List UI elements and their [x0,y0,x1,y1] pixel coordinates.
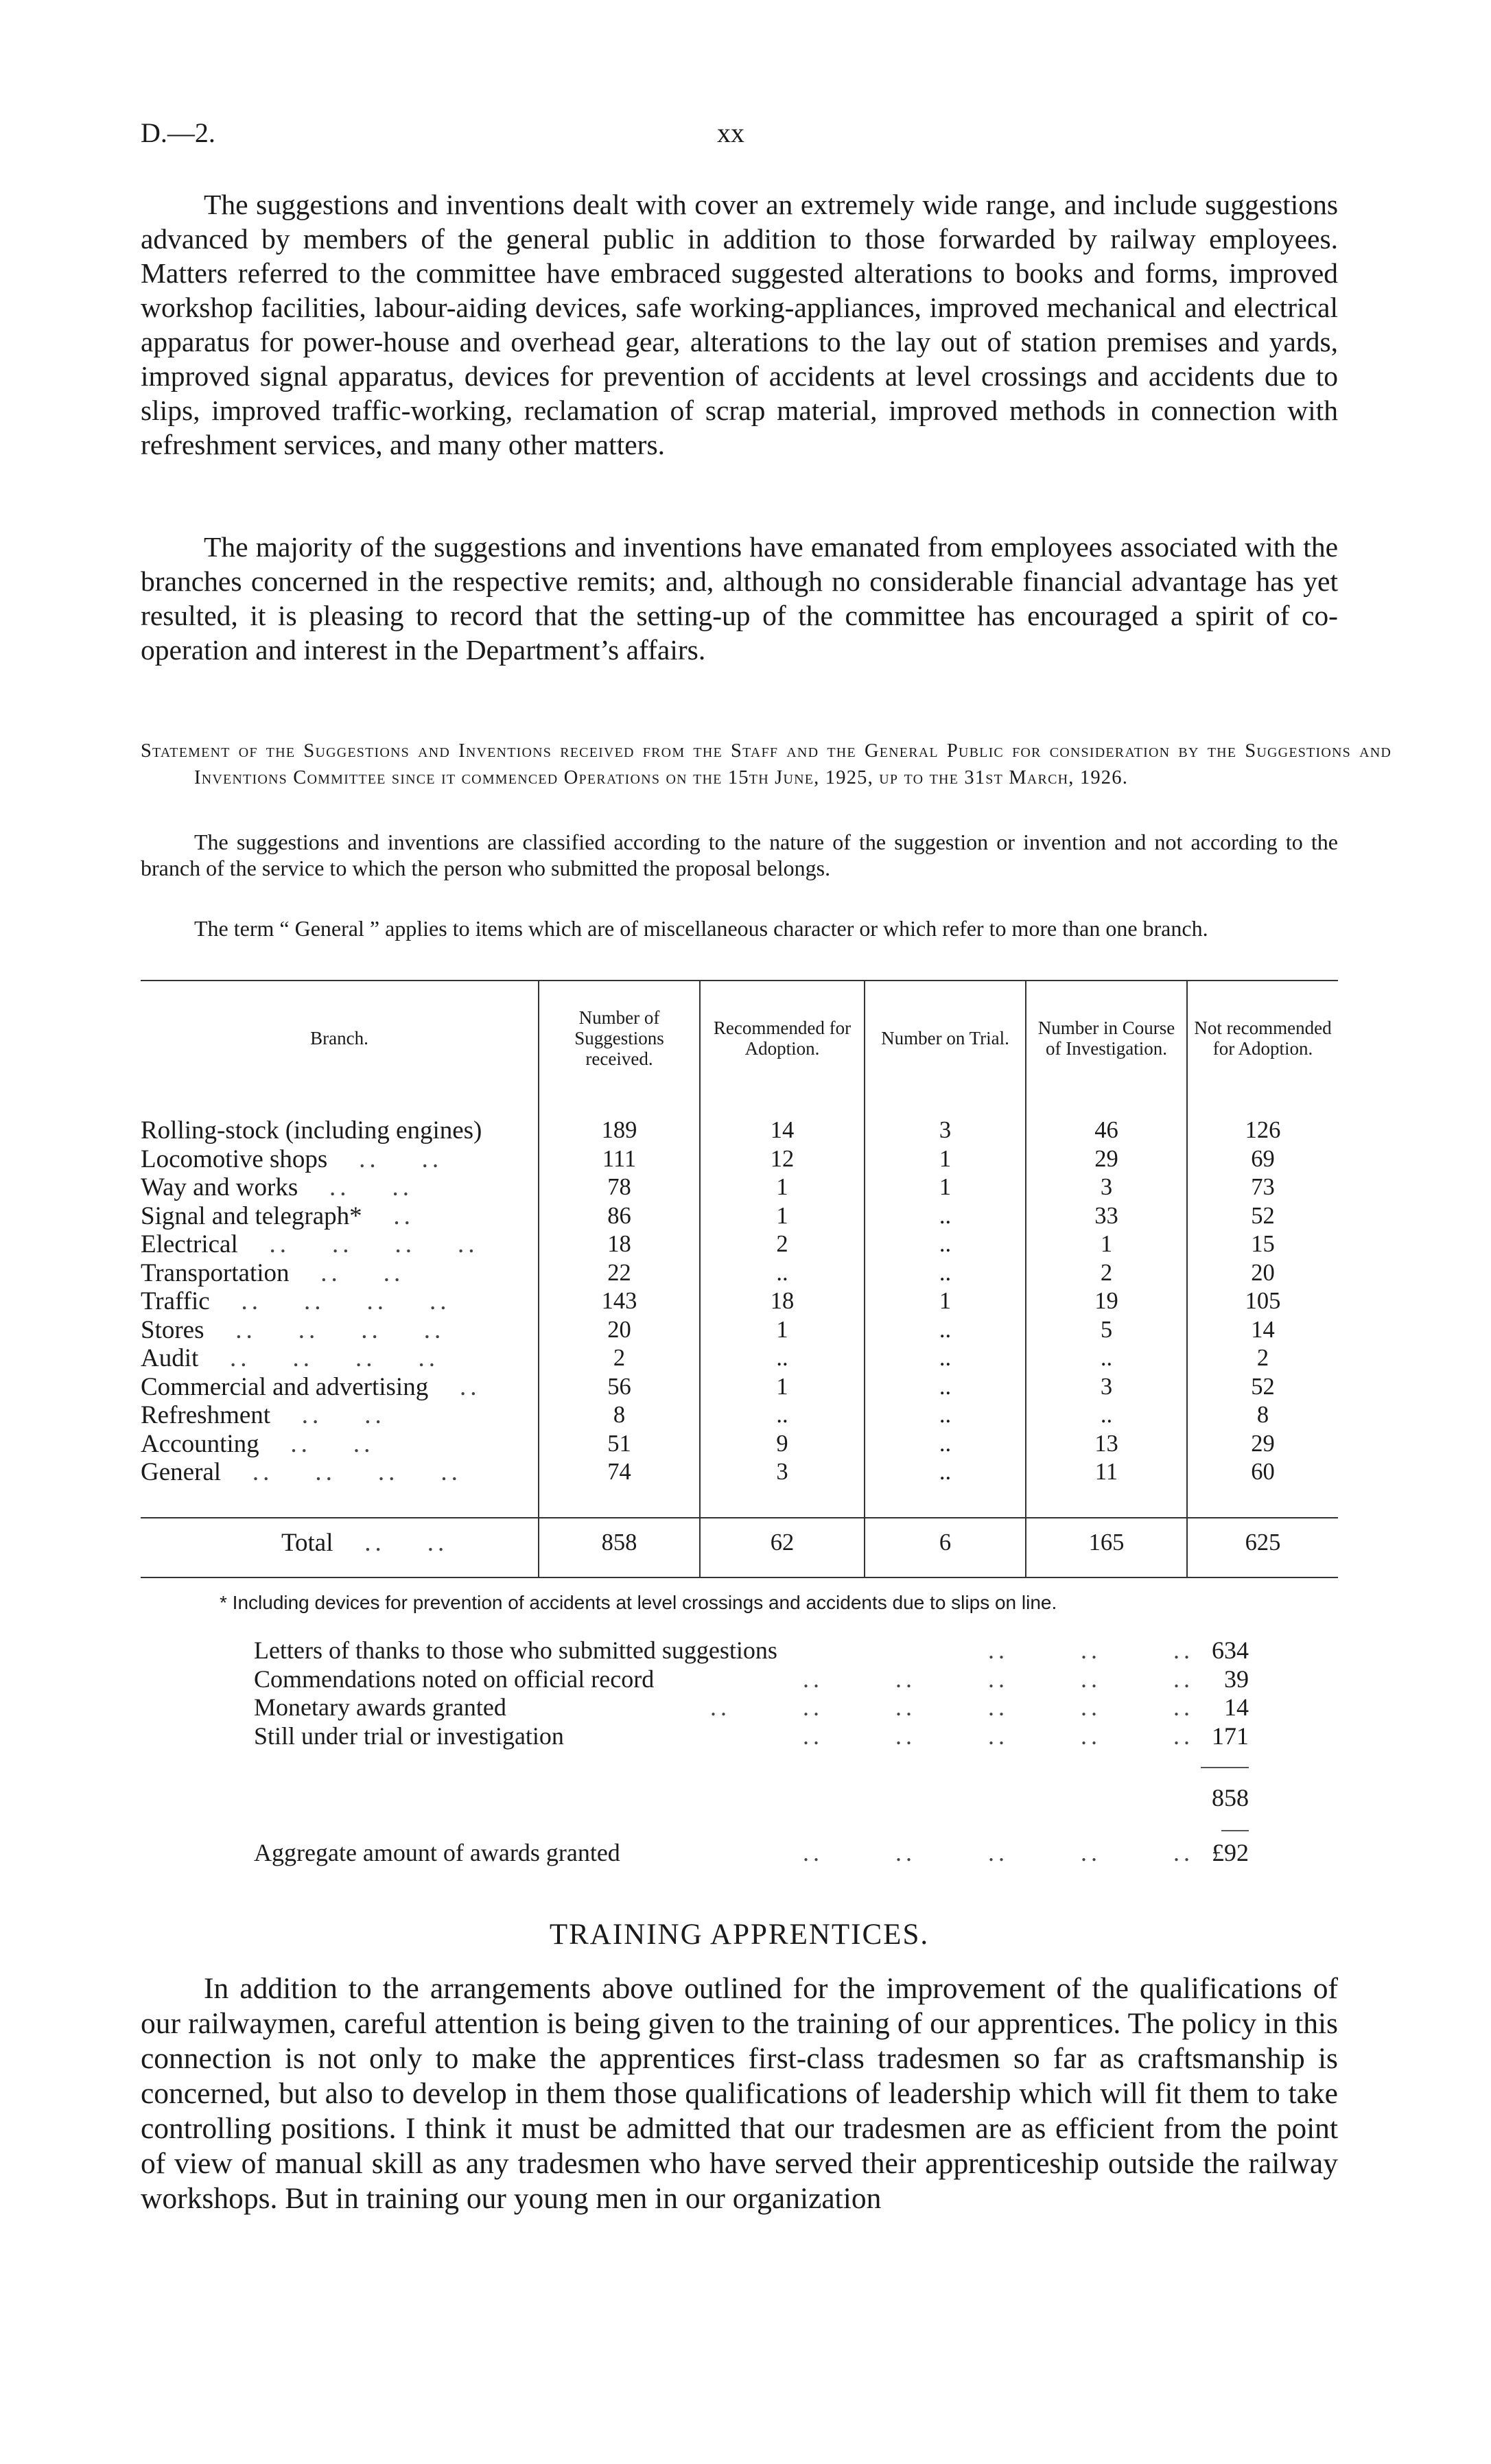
row-branch: Stores .. .. .. .. [141,1315,445,1344]
total-received: 858 [539,1518,700,1577]
table-footnote: * Including devices for prevention of accidents at level crossings and accidents due to slips on line. [220,1592,1057,1613]
row-branch: Commercial and advertising .. [141,1372,481,1401]
paragraph-suggestions-scope: The suggestions and inventions dealt with cover an extremely wide range, and include suggestions advanced by members of the general public in addition to those forwarded by railway employees. Matters referred to the committee have embraced suggested alterations to books and forms, improved workshop facilities, labour-aiding devices, safe working-appliances, improved mechanical and electrical apparatus for power-house and overhead gear, alterations to the lay out of station premises and yards, improved signal apparatus, devices for prevention of accidents at level crossings and accidents due to slips, improved traffic-working, reclamation of scrap material, improved methods in connection with refreshment services, and many other matters. [141,189,1338,460]
row-not-recommended: 14 [1187,1316,1338,1345]
award-label: Still under trial or investigation [254,1722,564,1750]
awards-total: 858 [1212,1784,1249,1811]
table-body [141,1116,1338,1518]
row-investigation: 3 [1026,1173,1187,1202]
row-not-recommended: 2 [1187,1344,1338,1373]
table-row [141,1145,1338,1174]
total-not-recommended: 625 [1187,1518,1338,1577]
row-not-recommended: 52 [1187,1202,1338,1231]
award-label: Monetary awards granted [254,1693,506,1721]
table-row [141,1287,1338,1316]
row-trial: .. [865,1344,1026,1373]
row-trial: .. [865,1430,1026,1459]
row-investigation: 19 [1026,1287,1187,1316]
awards-total-row [254,1784,1249,1813]
row-received: 56 [539,1373,700,1402]
suggestions-table [141,980,1338,1578]
row-not-recommended: 60 [1187,1458,1338,1487]
row-recommended: .. [700,1259,865,1288]
row-received: 78 [539,1173,700,1202]
row-recommended: 1 [700,1202,865,1231]
row-investigation: 13 [1026,1430,1187,1459]
row-received: 189 [539,1116,700,1145]
award-row: .. .. .. .. .. .. Monetary awards granted 14 [254,1693,1249,1721]
row-received: 74 [539,1458,700,1487]
row-investigation: 33 [1026,1202,1187,1231]
row-investigation: 11 [1026,1458,1187,1487]
award-label: Commendations noted on official record [254,1665,655,1693]
award-value: 634 [1212,1636,1249,1664]
header-trial: Number on Trial. [865,981,1026,1094]
total-recommended: 62 [700,1518,865,1577]
document-reference: D.—2. [141,117,215,148]
row-recommended: 12 [700,1145,865,1174]
row-trial: .. [865,1230,1026,1259]
table-row [141,1173,1338,1202]
row-investigation: 46 [1026,1116,1187,1145]
row-not-recommended: 69 [1187,1145,1338,1174]
table-row [141,1116,1338,1145]
row-not-recommended: 8 [1187,1401,1338,1430]
statement-heading: Statement of the Suggestions and Inventions received from the Staff and the General Public for consideration by the Suggestions and Inventions Committee since it commenced Operations on the 15th June, 1925, up to the 31st March, 1926. [141,740,1392,788]
row-investigation: 1 [1026,1230,1187,1259]
row-investigation: 5 [1026,1316,1187,1345]
row-trial: .. [865,1316,1026,1345]
row-investigation: 2 [1026,1259,1187,1288]
row-investigation: 29 [1026,1145,1187,1174]
header-not-recommended: Not recommended for Adoption. [1187,981,1338,1094]
row-recommended: 18 [700,1287,865,1316]
table-row [141,1316,1338,1345]
award-label: Letters of thanks to those who submitted suggestions [254,1636,777,1664]
table-row [141,1430,1338,1459]
aggregate-label: Aggregate amount of awards granted [254,1839,620,1866]
header-investigation: Number in Course of Investigation. [1026,981,1187,1094]
row-branch: Locomotive shops .. .. [141,1145,443,1173]
row-trial: .. [865,1401,1026,1430]
row-recommended: 9 [700,1430,865,1459]
table-row [141,1401,1338,1430]
row-recommended: .. [700,1344,865,1373]
row-branch: Signal and telegraph* .. [141,1201,414,1230]
row-branch: Electrical .. .. .. .. [141,1230,479,1258]
row-investigation: .. [1026,1401,1187,1430]
row-branch: Refreshment .. .. [141,1401,386,1429]
header-recommended: Recommended for Adoption. [700,981,865,1094]
table-header-row [141,981,1338,1094]
row-received: 18 [539,1230,700,1259]
row-received: 20 [539,1316,700,1345]
row-not-recommended: 52 [1187,1373,1338,1402]
row-received: 143 [539,1287,700,1316]
row-not-recommended: 15 [1187,1230,1338,1259]
row-received: 22 [539,1259,700,1288]
aggregate-value: £92 [1212,1839,1249,1866]
row-not-recommended: 126 [1187,1116,1338,1145]
row-recommended: 14 [700,1116,865,1145]
aggregate-row: .. .. .. .. .. Aggregate amount of awards granted £92 [254,1839,1249,1866]
row-branch: Audit .. .. .. .. [141,1344,440,1372]
row-received: 111 [539,1145,700,1174]
row-recommended: 1 [700,1373,865,1402]
row-investigation: 3 [1026,1373,1187,1402]
section-title-training: TRAINING APPRENTICES. [549,1919,930,1951]
award-value: 39 [1224,1665,1249,1693]
row-recommended: 1 [700,1316,865,1345]
table-total-row [141,1518,1338,1577]
row-received: 51 [539,1430,700,1459]
row-received: 86 [539,1202,700,1231]
row-recommended: .. [700,1401,865,1430]
header-branch: Branch. [141,981,539,1094]
table-row [141,1230,1338,1259]
row-not-recommended: 105 [1187,1287,1338,1316]
table-row [141,1202,1338,1231]
row-not-recommended: 20 [1187,1259,1338,1288]
award-row: .. .. .. .. .. Still under trial or investigation 171 [254,1722,1249,1750]
award-value: 14 [1224,1693,1249,1721]
row-trial: .. [865,1259,1026,1288]
row-branch: Transportation .. .. [141,1258,405,1287]
table-row [141,1373,1338,1402]
row-trial: .. [865,1202,1026,1231]
row-branch: General .. .. .. .. [141,1458,462,1486]
row-branch: Traffic .. .. .. .. [141,1287,451,1315]
general-term-note: The term “ General ” applies to items which are of miscellaneous character or which refer to more than one branch. [194,916,1208,941]
row-branch: Accounting .. .. [141,1429,375,1458]
award-row: .. .. .. Letters of thanks to those who submitted suggestions 634 [254,1636,1249,1664]
row-trial: 1 [865,1287,1026,1316]
row-trial: 1 [865,1173,1026,1202]
row-branch: Rolling-stock (including engines) [141,1116,482,1145]
award-row: .. .. .. .. .. Commendations noted on official record 39 [254,1665,1249,1693]
row-not-recommended: 29 [1187,1430,1338,1459]
award-value: 171 [1212,1722,1249,1750]
row-not-recommended: 73 [1187,1173,1338,1202]
total-trial: 6 [865,1518,1026,1577]
awards-summary [254,1636,1249,1811]
row-trial: 3 [865,1116,1026,1145]
row-recommended: 3 [700,1458,865,1487]
table-row [141,1458,1338,1487]
table-row [141,1344,1338,1373]
row-received: 8 [539,1401,700,1430]
classification-note: The suggestions and inventions are classified according to the nature of the suggestion or invention and not according to the branch of the service to which the person who submitted the proposal belongs. [141,830,1338,880]
row-trial: 1 [865,1145,1026,1174]
row-recommended: 2 [700,1230,865,1259]
row-trial: .. [865,1458,1026,1487]
paragraph-training: In addition to the arrangements above outlined for the improvement of the qualifications of our railwaymen, careful attention is being given to the training of our apprentices. The policy in this connection is not only to make the apprentices first-class tradesmen so far as craftsmanship is concerned, but also to develop in them those qualifications of leadership which will fit them to take controlling positions. I think it must be admitted that our tradesmen are as efficient from the point of view of manual skill as any tradesmen who have served their apprenticeship outside the railway workshops. But in training our young men in our organization [141,1972,1338,2215]
row-recommended: 1 [700,1173,865,1202]
sum-rule [1221,1830,1249,1831]
paragraph-suggestions-origin: The majority of the suggestions and inventions have emanated from employees associated with the branches concerned in the respective remits; and, although no considerable financial advantage has yet resulted, it is pleasing to record that the setting-up of the committee has encouraged a spirit of co-operation and interest in the Department’s affairs. [141,531,1338,666]
page-number: xx [717,117,744,148]
row-received: 2 [539,1344,700,1373]
header-received: Number of Suggestions received. [539,981,700,1094]
table-row [141,1259,1338,1288]
total-label: Total .. .. [141,1518,539,1577]
page-header [141,117,1338,158]
row-branch: Way and works .. .. [141,1173,413,1201]
row-investigation: .. [1026,1344,1187,1373]
row-trial: .. [865,1373,1026,1402]
sum-rule [1201,1767,1249,1768]
total-investigation: 165 [1026,1518,1187,1577]
